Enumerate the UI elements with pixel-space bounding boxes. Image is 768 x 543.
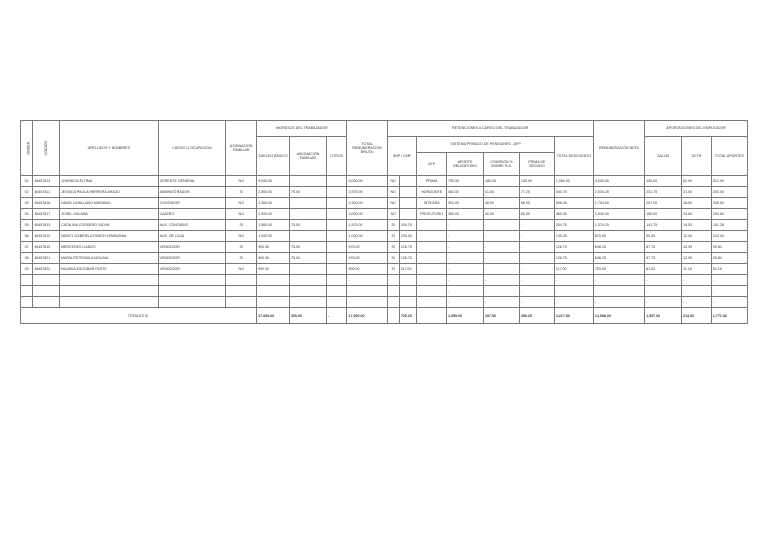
row-aporte: 750.00 [447, 176, 484, 187]
total-sctr: 214.52 [682, 308, 712, 324]
row-comision: - [483, 231, 519, 242]
row-afp [417, 275, 447, 286]
row-sctr: - [682, 286, 712, 297]
row-cargo: GERENTE GENERAL [158, 176, 226, 187]
row-sctr: - [682, 275, 712, 286]
table-row [21, 231, 748, 242]
row-total-aportes: 235.52 [711, 198, 747, 209]
row-otros [326, 275, 347, 286]
row-afp [417, 286, 447, 297]
row-comision: - [483, 220, 519, 231]
row-total-descuento: 204.75 [554, 220, 593, 231]
row-snp-flag: NO [387, 176, 399, 187]
total-snp-flag [387, 308, 399, 324]
row-afp: PROFUTURO [417, 209, 447, 220]
row-salud: - [645, 286, 682, 297]
row-total-remuneracion: 5,000.00 [347, 176, 387, 187]
row-snp-flag: NO [387, 187, 399, 198]
row-cargo: VENDEDOR [158, 253, 226, 264]
row-codigo: 45457821 [33, 253, 60, 264]
row-sctr: 12.09 [682, 253, 712, 264]
row-nombre: NILVANA ESCOBAR PASTE [60, 264, 159, 275]
row-sueldo: 900.00 [257, 264, 290, 275]
row-otros [326, 253, 347, 264]
row-afp: INTEGRA [417, 198, 447, 209]
row-total-descuento: 460.00 [554, 209, 593, 220]
row-total-aportes: 92.16 [711, 264, 747, 275]
header-retenciones: RETENCIONES A CARGO DEL TRABAJADOR [387, 121, 593, 137]
row-orden [21, 297, 33, 308]
table-row [21, 264, 748, 275]
row-prima: - [519, 242, 554, 253]
row-codigo: 45457814 [33, 176, 60, 187]
row-orden: 07 [21, 242, 33, 253]
row-sueldo: 2,500.00 [257, 187, 290, 198]
row-otros [326, 209, 347, 220]
row-prima: - [519, 220, 554, 231]
row-sueldo: 5,000.00 [257, 176, 290, 187]
row-total-descuento: 506.00 [554, 198, 593, 209]
row-snp [399, 275, 416, 286]
row-otros [326, 220, 347, 231]
total-asignacion: 300.00 [289, 308, 326, 324]
row-asignacion [289, 176, 326, 187]
row-snp: 117.00 [399, 264, 416, 275]
row-salud: 180.00 [645, 209, 682, 220]
row-total-aportes: 263.00 [711, 187, 747, 198]
row-sueldo: 2,000.00 [257, 209, 290, 220]
row-aporte: - [447, 275, 484, 286]
row-aporte: 391.00 [447, 198, 484, 209]
total-otros: - [326, 308, 347, 324]
row-orden: 06 [21, 231, 33, 242]
row-cargo [158, 275, 226, 286]
row-codigo [33, 297, 60, 308]
row-asignacion: 75.00 [289, 253, 326, 264]
row-nombre: CATALINA CORDERO SICAN [60, 220, 159, 231]
header-ingresos: INGRESOS DEL TRABAJADOR [257, 121, 347, 137]
total-sueldo: 17,000.00 [257, 308, 290, 324]
header-asignacion-familiar-flag: ASIGNACIÓN FAMILIAR [226, 121, 257, 176]
row-asignacion [289, 209, 326, 220]
header-remuneracion-neta: REMUNERACIÓN NETA [593, 121, 644, 176]
row-codigo: 45457817 [33, 209, 60, 220]
row-comision: - [483, 275, 519, 286]
row-asignacion-flag: SI [226, 242, 257, 253]
row-afp [417, 253, 447, 264]
row-neta: 4,000.00 [593, 176, 644, 187]
row-prima: - [519, 275, 554, 286]
header-orden: ORDEN [21, 121, 33, 176]
row-neta: 1,794.00 [593, 198, 644, 209]
row-total-aportes: 204.80 [711, 209, 747, 220]
row-sctr: 12.40 [682, 231, 712, 242]
row-salud: 231.75 [645, 187, 682, 198]
row-neta: 848.25 [593, 253, 644, 264]
row-snp-flag: SI [387, 220, 399, 231]
row-codigo: 45457815 [33, 242, 60, 253]
table-row [21, 209, 748, 220]
row-total-descuento: 540.75 [554, 187, 593, 198]
row-salud: 207.00 [645, 198, 682, 209]
row-snp: 126.75 [399, 242, 416, 253]
row-codigo: 45457816 [33, 198, 60, 209]
header-asignacion-familiar: ASIGNACIÓN FAMILIAR [289, 137, 326, 176]
row-asignacion-flag: SI [226, 187, 257, 198]
row-total-remuneracion: 1,575.00 [347, 220, 387, 231]
row-sctr: - [682, 297, 712, 308]
row-sueldo [257, 297, 290, 308]
row-cargo: VENDEDOR [158, 264, 226, 275]
row-snp: 126.75 [399, 253, 416, 264]
row-prima: - [519, 286, 554, 297]
row-codigo [33, 275, 60, 286]
row-sueldo: 900.00 [257, 242, 290, 253]
row-neta: 1,370.25 [593, 220, 644, 231]
row-otros [326, 264, 347, 275]
payroll-table [20, 120, 748, 324]
row-aporte: - [447, 297, 484, 308]
row-otros [326, 231, 347, 242]
row-cargo: AUX. CONTABLE [158, 220, 226, 231]
row-sctr: 28.52 [682, 198, 712, 209]
row-salud: 81.00 [645, 264, 682, 275]
row-prima: - [519, 297, 554, 308]
row-sctr: 31.00 [682, 187, 712, 198]
row-sctr: 24.80 [682, 209, 712, 220]
row-snp-flag [387, 286, 399, 297]
total-remuneracion: 17,300.00 [347, 308, 387, 324]
row-salud: 87.75 [645, 253, 682, 264]
total-aportes: 1,771.52 [711, 308, 747, 324]
row-prima: 77.25 [519, 187, 554, 198]
row-asignacion-flag: NO [226, 209, 257, 220]
row-sueldo: 2,300.00 [257, 198, 290, 209]
row-total-descuento: 117.00 [554, 264, 593, 275]
row-sueldo [257, 275, 290, 286]
row-comision: - [483, 286, 519, 297]
row-cargo: ADMINISTRADOR [158, 187, 226, 198]
row-prima: 150.00 [519, 176, 554, 187]
row-aporte: - [447, 253, 484, 264]
row-aporte: 462.00 [447, 187, 484, 198]
row-snp [399, 198, 416, 209]
header-total-descuento: TOTAL DESCUENTO [554, 137, 593, 176]
row-total-remuneracion: 2,000.00 [347, 209, 387, 220]
row-afp [417, 220, 447, 231]
row-sueldo: 1,000.00 [257, 231, 290, 242]
row-snp [399, 176, 416, 187]
row-afp: PRIMA [417, 176, 447, 187]
row-neta: - [593, 275, 644, 286]
row-comision: - [483, 297, 519, 308]
row-asignacion-flag: NO [226, 198, 257, 209]
row-orden: 05 [21, 220, 33, 231]
row-neta: 783.00 [593, 264, 644, 275]
row-asignacion-flag: NO [226, 264, 257, 275]
table-row [21, 253, 748, 264]
row-nombre: DAVID CASILLANO MARIANO [60, 198, 159, 209]
row-cargo: AUX. DE CAJA [158, 231, 226, 242]
row-sueldo: 1,500.00 [257, 220, 290, 231]
row-total-remuneracion: 975.00 [347, 253, 387, 264]
row-comision: - [483, 253, 519, 264]
row-total-aportes: 99.84 [711, 242, 747, 253]
row-otros [326, 187, 347, 198]
row-total-remuneracion: 2,575.00 [347, 187, 387, 198]
row-snp-flag: SI [387, 253, 399, 264]
row-asignacion [289, 231, 326, 242]
header-total-aportes: TOTAL APORTES [711, 137, 747, 176]
row-total-descuento: - [554, 297, 593, 308]
header-afp: AFP [417, 153, 447, 176]
header-apellidos-nombres: APELLIDOS Y NOMBRES [60, 121, 159, 176]
row-comision: 51.50 [483, 187, 519, 198]
table-row [21, 275, 748, 286]
row-comision: - [483, 264, 519, 275]
row-asignacion [289, 275, 326, 286]
row-total-aportes: 102.40 [711, 231, 747, 242]
row-total-aportes: - [711, 297, 747, 308]
row-cargo: CONTADOR [158, 198, 226, 209]
row-codigo: 45457813 [33, 220, 60, 231]
row-comision: 40.00 [483, 209, 519, 220]
row-snp-flag: NO [387, 209, 399, 220]
row-snp-flag: SI [387, 231, 399, 242]
row-asignacion: 75.00 [289, 220, 326, 231]
header-snp-onp: SNP / ONP [387, 137, 417, 176]
table-row [21, 297, 748, 308]
row-afp [417, 264, 447, 275]
row-aporte: - [447, 242, 484, 253]
row-nombre: JESSICA PAOLA HERRERA ARAZO [60, 187, 159, 198]
row-nombre: JOSEL GALANA [60, 209, 159, 220]
total-afp [417, 308, 447, 324]
row-total-descuento: 130.00 [554, 231, 593, 242]
row-aporte: 360.00 [447, 209, 484, 220]
header-aporte-obligatorio: APORTE OBLIGATORIO [447, 153, 484, 176]
row-aporte: - [447, 286, 484, 297]
row-asignacion: 75.00 [289, 242, 326, 253]
header-comision: COMISIÓN % SOBRE R.A. [483, 153, 519, 176]
row-nombre [60, 286, 159, 297]
table-row [21, 220, 748, 231]
row-cargo: CAJERO [158, 209, 226, 220]
header-otros: OTROS [326, 137, 347, 176]
row-total-remuneracion: 900.00 [347, 264, 387, 275]
row-orden: 02 [21, 187, 33, 198]
row-asignacion-flag [226, 275, 257, 286]
row-asignacion [289, 264, 326, 275]
total-snp: 705.25 [399, 308, 416, 324]
row-asignacion: 75.00 [289, 187, 326, 198]
row-comision: - [483, 242, 519, 253]
row-snp-flag [387, 275, 399, 286]
row-snp [399, 209, 416, 220]
row-total-remuneracion: 1,000.00 [347, 231, 387, 242]
row-total-remuneracion: 975.00 [347, 242, 387, 253]
header-sctr: SCTR [682, 137, 712, 176]
row-snp [399, 286, 416, 297]
row-asignacion-flag [226, 297, 257, 308]
table-row [21, 242, 748, 253]
row-total-aportes: - [711, 286, 747, 297]
header-codigo: CÓDIGO [33, 121, 60, 176]
row-asignacion-flag: NO [226, 176, 257, 187]
header-prima-seguro: PRIMA DE SEGURO [519, 153, 554, 176]
row-asignacion [289, 286, 326, 297]
row-codigo: 45457812 [33, 231, 60, 242]
row-sctr: 12.09 [682, 242, 712, 253]
row-total-aportes: 512.00 [711, 176, 747, 187]
total-salud: 1,557.00 [645, 308, 682, 324]
row-sctr: 11.16 [682, 264, 712, 275]
header-aportaciones: APORTACIONES DEL EMPLEADOR [645, 121, 748, 137]
header-salud: SALUD [645, 137, 682, 176]
row-total-descuento: - [554, 275, 593, 286]
row-salud: - [645, 275, 682, 286]
row-nombre: MARIA PETRONILA MOLINA [60, 253, 159, 264]
row-total-descuento: 126.75 [554, 253, 593, 264]
row-asignacion [289, 297, 326, 308]
row-asignacion-flag: NO [226, 231, 257, 242]
row-nombre: MERCEDES LIANOS [60, 242, 159, 253]
total-descuento: 3,217.80 [554, 308, 593, 324]
header-sueldo-basico: SUELDO BÁSICO [257, 137, 290, 176]
row-aporte: - [447, 264, 484, 275]
row-sctr: 62.00 [682, 176, 712, 187]
total-comision: 297.50 [483, 308, 519, 324]
row-snp [399, 187, 416, 198]
row-total-aportes: - [711, 275, 747, 286]
row-codigo: 45457811 [33, 187, 60, 198]
row-salud: - [645, 297, 682, 308]
row-orden [21, 286, 33, 297]
row-prima: 69.00 [519, 198, 554, 209]
row-neta: 1,540.00 [593, 209, 644, 220]
table-row [21, 176, 748, 187]
row-nombre: JOHNSON ELTIMA [60, 176, 159, 187]
table-row [21, 198, 748, 209]
row-neta: 2,034.25 [593, 187, 644, 198]
row-sctr: 19.53 [682, 220, 712, 231]
header-total-remuneracion: TOTAL REMUNERACIÓN BRUTA [347, 121, 387, 176]
row-total-remuneracion: - [347, 286, 387, 297]
row-snp-flag [387, 297, 399, 308]
row-asignacion-flag: SI [226, 220, 257, 231]
row-asignacion-flag [226, 286, 257, 297]
row-otros [326, 198, 347, 209]
row-total-descuento: 1,080.00 [554, 176, 593, 187]
row-total-remuneracion: - [347, 275, 387, 286]
row-cargo [158, 297, 226, 308]
row-orden: 09 [21, 264, 33, 275]
row-afp [417, 297, 447, 308]
totals-label: TOTALES S/. [21, 308, 257, 324]
row-cargo [158, 286, 226, 297]
total-aporte: 1,959.00 [447, 308, 484, 324]
row-codigo [33, 286, 60, 297]
row-asignacion [289, 198, 326, 209]
row-orden: 01 [21, 176, 33, 187]
row-orden: 03 [21, 198, 33, 209]
row-total-remuneracion: - [347, 297, 387, 308]
row-snp-flag: SI [387, 242, 399, 253]
row-orden [21, 275, 33, 286]
row-aporte: - [447, 220, 484, 231]
totals-row [21, 308, 748, 324]
row-nombre [60, 297, 159, 308]
row-comision: 46.00 [483, 198, 519, 209]
row-sueldo [257, 286, 290, 297]
row-prima: - [519, 264, 554, 275]
row-asignacion-flag: SI [226, 253, 257, 264]
payroll-rows [21, 176, 748, 308]
row-snp-flag: SI [387, 264, 399, 275]
row-otros [326, 242, 347, 253]
row-afp: HORIZONTE [417, 187, 447, 198]
row-cargo: VENDEDOR [158, 242, 226, 253]
row-total-aportes: 99.84 [711, 253, 747, 264]
row-neta: - [593, 286, 644, 297]
row-neta: 870.00 [593, 231, 644, 242]
row-nombre: NANCY GABRIELA PANCH LEMINGNIA [60, 231, 159, 242]
row-salud: 450.00 [645, 176, 682, 187]
table-row [21, 187, 748, 198]
row-otros [326, 286, 347, 297]
row-nombre [60, 275, 159, 286]
row-afp [417, 242, 447, 253]
header-spp: SISTEMA PRIVADO DE PENSIONES - AFP [417, 137, 555, 153]
row-sueldo: 900.00 [257, 253, 290, 264]
row-afp [417, 231, 447, 242]
row-comision: 180.00 [483, 176, 519, 187]
row-salud: 90.00 [645, 231, 682, 242]
header-cargo: CARGO U OCUPACIÓN [158, 121, 226, 176]
row-snp: 130.00 [399, 231, 416, 242]
row-otros [326, 297, 347, 308]
row-prima: - [519, 253, 554, 264]
total-prima: 356.25 [519, 308, 554, 324]
row-aporte: - [447, 231, 484, 242]
row-total-aportes: 161.28 [711, 220, 747, 231]
row-neta: 848.25 [593, 242, 644, 253]
row-prima: 60.00 [519, 209, 554, 220]
table-row [21, 286, 748, 297]
row-neta: - [593, 297, 644, 308]
row-snp: 204.75 [399, 220, 416, 231]
row-salud: 141.75 [645, 220, 682, 231]
row-salud: 87.75 [645, 242, 682, 253]
row-prima: - [519, 231, 554, 242]
row-snp [399, 297, 416, 308]
row-orden: 04 [21, 209, 33, 220]
row-total-remuneracion: 2,300.00 [347, 198, 387, 209]
row-otros [326, 176, 347, 187]
row-orden: 08 [21, 253, 33, 264]
row-snp-flag: NO [387, 198, 399, 209]
total-neta: 14,088.00 [593, 308, 644, 324]
row-codigo: 45457822 [33, 264, 60, 275]
row-total-descuento: - [554, 286, 593, 297]
row-total-descuento: 126.75 [554, 242, 593, 253]
